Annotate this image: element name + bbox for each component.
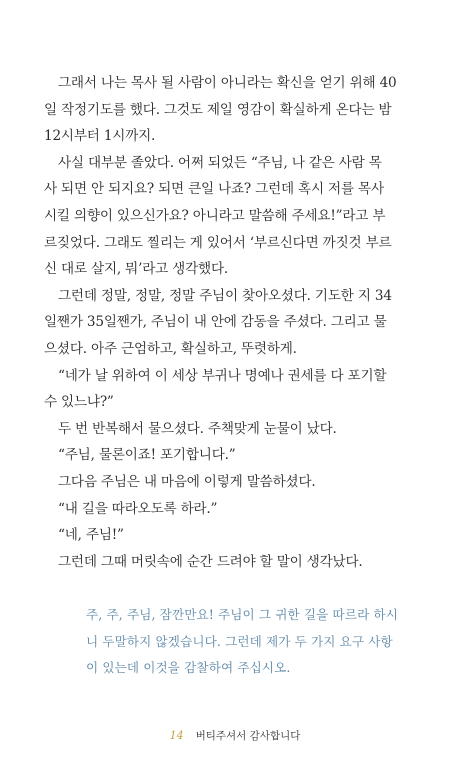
paragraph-line: 사실 대부분 졸았다. 어쩌 되었든 “주님, 나 같은 사람 목	[58, 154, 382, 171]
paragraph-line: 그다음 주님은 내 마음에 이렇게 말씀하셨다.	[58, 473, 316, 490]
paragraph-line: “주님, 물론이죠! 포기합니다.”	[58, 447, 236, 464]
paragraph-line: 일 작정기도를 했다. 그것도 제일 영감이 확실하게 온다는 밤	[44, 101, 392, 118]
paragraph-line: 두 번 반복해서 물으셨다. 주책맞게 눈물이 났다.	[58, 420, 337, 437]
paragraph-line: “네, 주님!”	[58, 527, 124, 544]
paragraph-line: 사 되면 안 되지요? 되면 큰일 나죠? 그런데 혹시 저를 목사	[44, 181, 384, 198]
body-text	[44, 70, 428, 575]
paragraph-line: 르짖었다. 그래도 찔리는 게 있어서 ‘부르신다면 까짓것 부르	[44, 234, 392, 251]
paragraph-line: “네가 날 위하여 이 세상 부귀나 명예나 권세를 다 포기할	[58, 367, 387, 384]
callout-line: 니 두말하지 않겠습니다. 그런데 제가 두 가지 요구 사항	[86, 633, 393, 649]
paragraph-line: 12시부터 1시까지.	[44, 128, 156, 145]
paragraph-line: 으셨다. 아주 근엄하고, 확실하고, 뚜렷하게.	[44, 340, 297, 357]
paragraph-line: 일짼가 35일짼가, 주님이 내 안에 감동을 주셨다. 그리고 물	[44, 314, 387, 331]
paragraph-line: 신 대로 살지, 뭐’라고 생각했다.	[44, 261, 229, 278]
paragraph-line: 수 있느냐?”	[44, 394, 114, 411]
paragraph-line: “내 길을 따라오도록 하라.”	[58, 500, 218, 517]
paragraph-line: 시킬 의향이 있으신가요? 아니라고 말씀해 주세요!”라고 부	[44, 207, 386, 224]
page-footer	[0, 728, 470, 743]
paragraph-line: 그런데 그때 머릿속에 순간 드려야 할 말이 생각났다.	[58, 553, 363, 570]
book-title: 버티주셔서 감사합니다	[195, 730, 301, 742]
page-number: 14	[169, 729, 184, 742]
callout-line: 이 있는데 이것을 감찰하여 주십시오.	[86, 660, 291, 675]
callout-line: 주, 주, 주님, 잠깐만요! 주님이 그 귀한 길을 따르라 하시	[86, 607, 398, 622]
paragraph-line: 그래서 나는 목사 될 사람이 아니라는 확신을 얻기 위해 40	[58, 75, 397, 91]
paragraph-line: 그런데 정말, 정말, 정말 주님이 찾아오셨다. 기도한 지 34	[58, 287, 392, 304]
prayer-callout	[86, 602, 406, 682]
